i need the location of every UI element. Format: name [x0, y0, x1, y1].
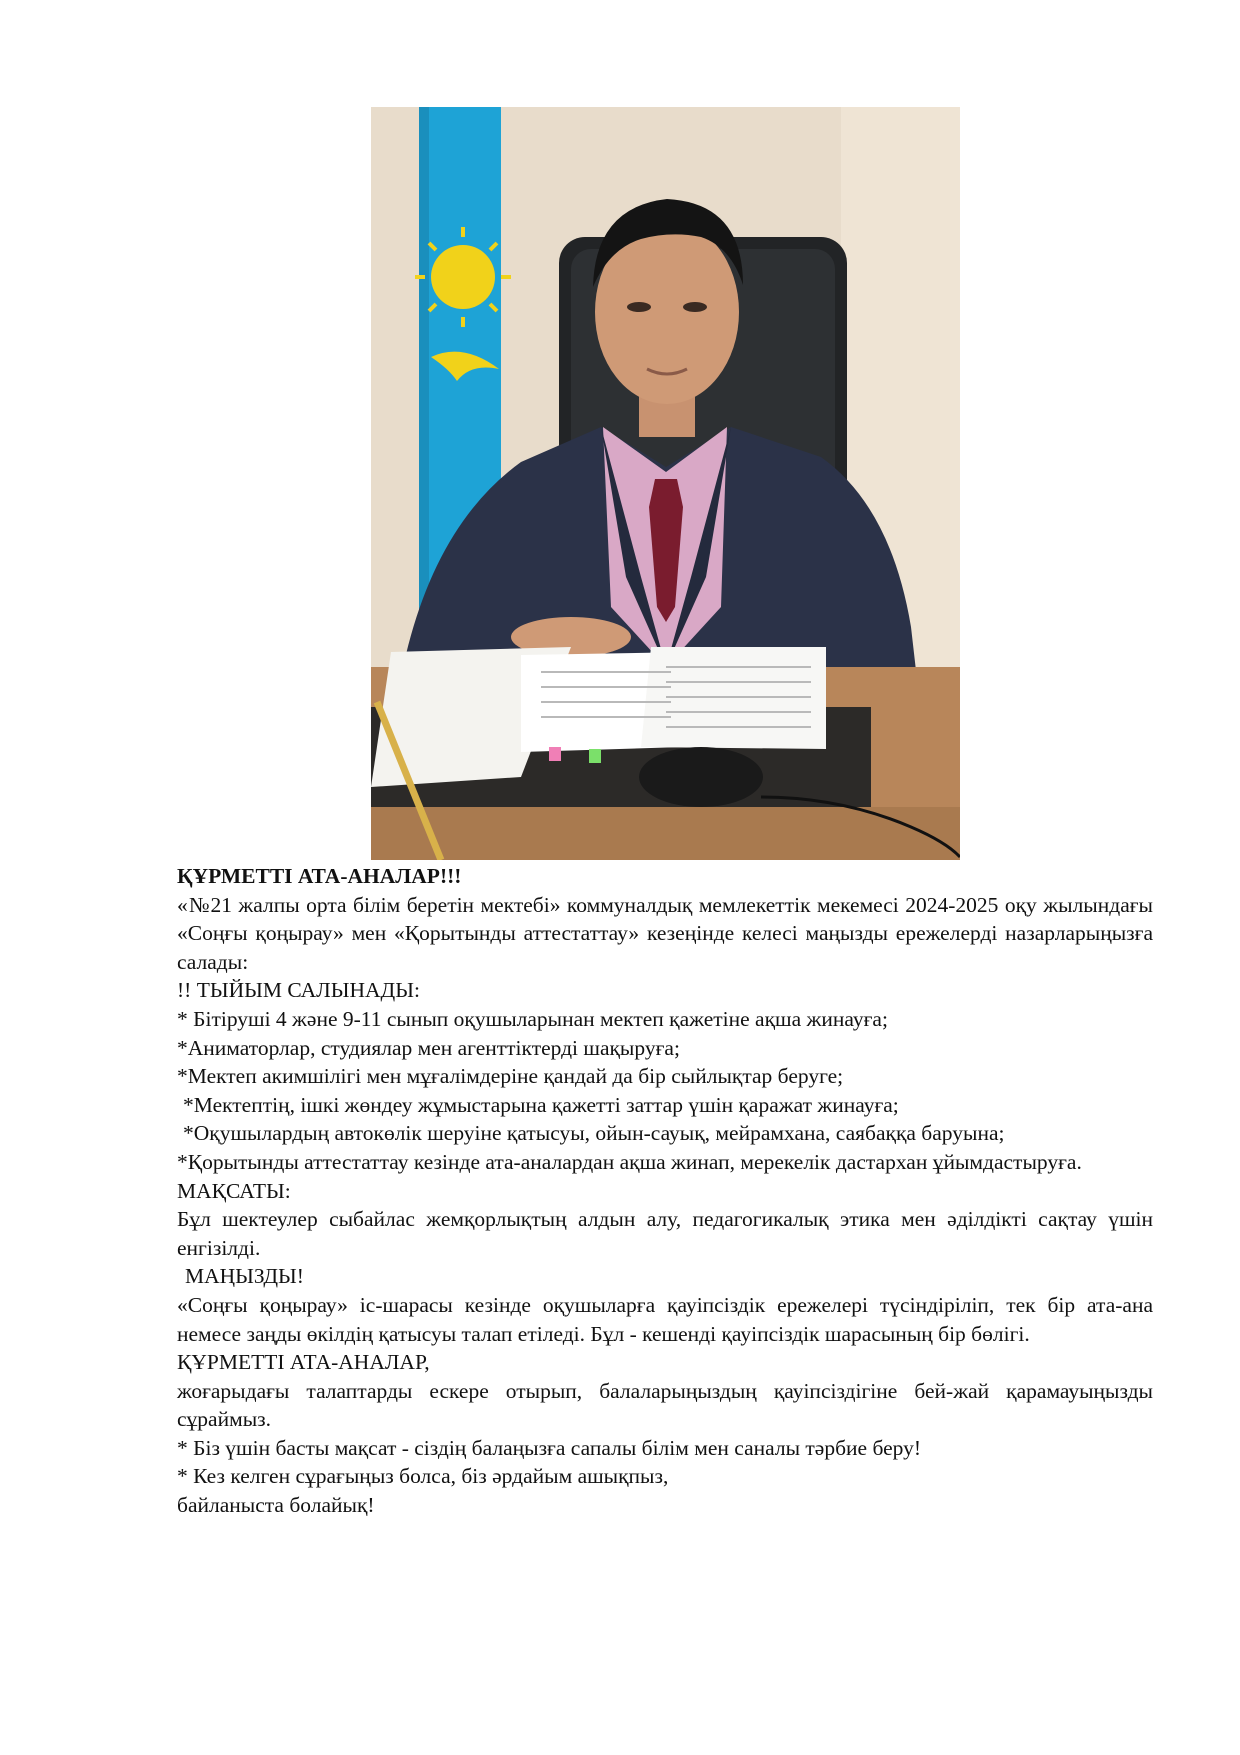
letter-title: ҚҰРМЕТТІ АТА-АНАЛАР!!!: [177, 864, 462, 888]
goal-heading: МАҚСАТЫ:: [177, 1178, 291, 1203]
ban-item: *Қорытынды аттестаттау кезінде ата-аналардан ақша жинап, мерекелік дастархан ұйымдастыруға.: [177, 1149, 1082, 1174]
important-paragraph: «Соңғы қоңырау» іс-шарасы кезінде оқушыларға қауіпсіздік ережелері түсіндіріліп, тек бір ата-ана немесе заңды өкілдің қатысуы талап етіледі. Бұл - кешенді қауіпсіздік шарасының бір бөлігі.: [177, 1292, 1153, 1346]
letter-body: [177, 862, 1153, 1520]
portrait-photo: [371, 107, 960, 860]
request-paragraph: жоғарыдағы талаптарды ескере отырып, балаларыңыздың қауіпсіздігіне бей-жай қарамауыңызды сұраймыз.: [177, 1378, 1153, 1432]
goal-paragraph: Бұл шектеулер сыбайлас жемқорлықтың алдын алу, педагогикалық этика мен әділдікті сақтау үшін енгізілді.: [177, 1207, 1153, 1260]
intro-paragraph: «№21 жалпы орта білім беретін мектебі» коммуналдық мемлекеттік мекемесі 2024-2025 оқу жылындағы «Соңғы қоңырау» мен «Қорытынды аттестаттау» кезеңінде келесі маңызды ережелерді назарларыңызға салады:: [177, 892, 1153, 974]
address-line: ҚҰРМЕТТІ АТА-АНАЛАР,: [177, 1350, 430, 1375]
ban-item: * Бітіруші 4 және 9-11 сынып оқушыларынан мектеп қажетіне ақша жинауға;: [177, 1006, 888, 1031]
ban-heading: !! ТЫЙЫМ САЛЫНАДЫ:: [177, 978, 420, 1003]
ban-item: *Аниматорлар, студиялар мен агенттіктерді шақыруға;: [177, 1035, 680, 1060]
ban-item: *Мектептің, ішкі жөндеу жұмыстарына қажетті заттар үшін қаражат жинауға;: [183, 1092, 899, 1117]
closing-line: * Біз үшін басты мақсат - сіздің балаңызға сапалы білім мен саналы тәрбие беру!: [177, 1435, 922, 1460]
ban-item: *Оқушылардың автокөлік шеруіне қатысуы, ойын-сауық, мейрамхана, саябаққа баруына;: [183, 1121, 1005, 1146]
closing-line: * Кез келген сұрағыңыз болса, біз әрдайым ашықпыз,: [177, 1464, 669, 1489]
important-heading: МАҢЫЗДЫ!: [185, 1264, 304, 1289]
ban-item: *Мектеп акимшілігі мен мұғалімдеріне қандай да бір сыйлықтар беруге;: [177, 1064, 844, 1089]
closing-line: байланыста болайық!: [177, 1493, 375, 1518]
